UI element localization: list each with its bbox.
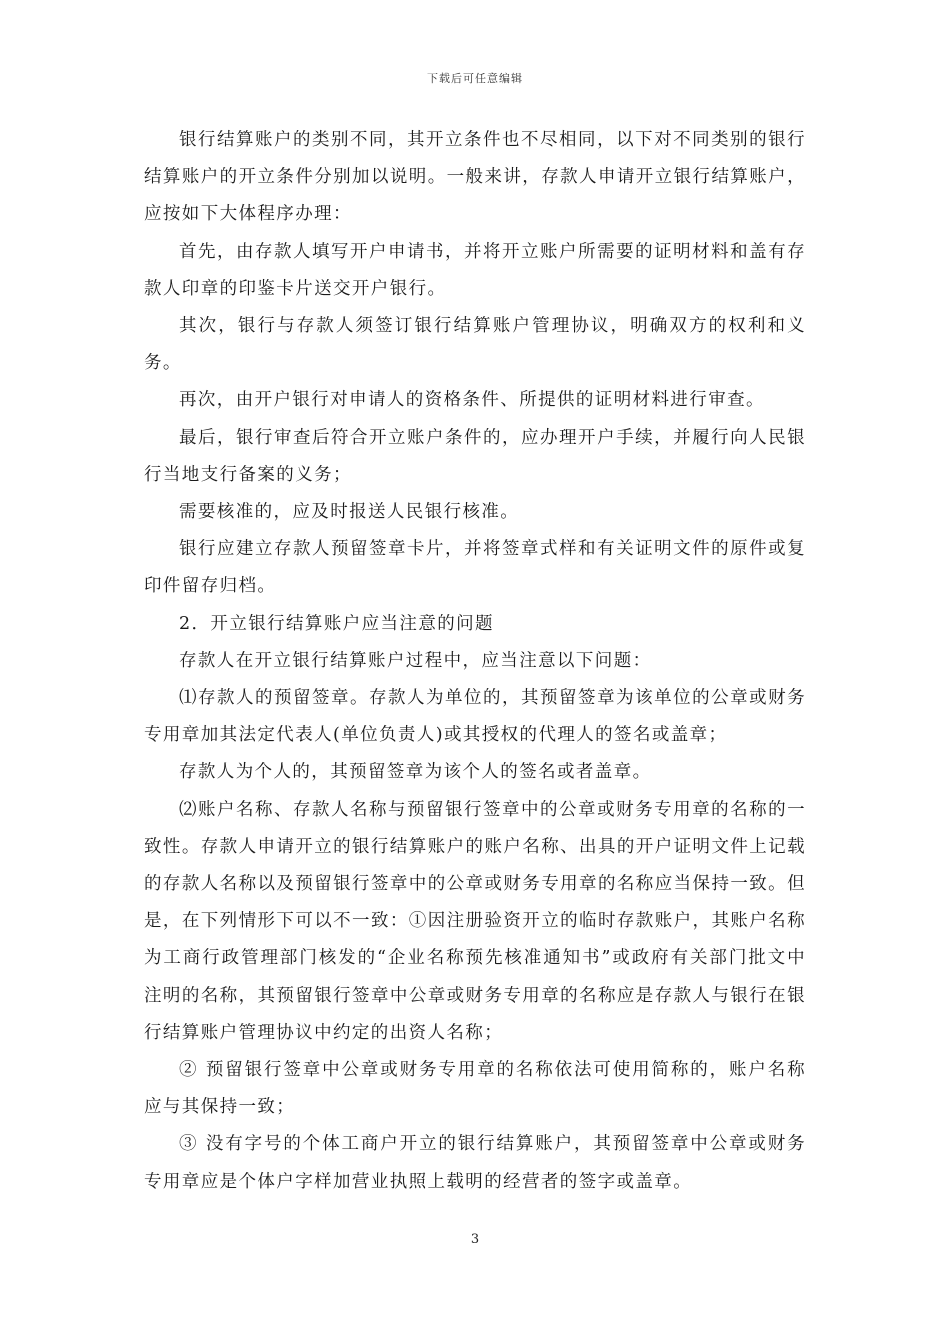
document-body (144, 122, 806, 1201)
paragraph: 其次，银行与存款人须签订银行结算账户管理协议，明确双方的权利和义务。 (144, 316, 806, 374)
section-heading: 2．开立银行结算账户应当注意的问题 (179, 613, 494, 634)
paragraph: ② 预留银行签章中公章或财务专用章的名称依法可使用简称的，账户名称应与其保持一致； (144, 1060, 806, 1118)
page-number: 3 (470, 1232, 480, 1247)
paragraph: 再次，由开户银行对申请人的资格条件、所提供的证明材料进行审查。 (179, 390, 765, 411)
paragraph: ⑵账户名称、存款人名称与预留银行签章中的公章或财务专用章的名称的一致性。存款人申请开立的银行结算账户的账户名称、出具的开户证明文件上记载的存款人名称以及预留银行签章中的公章或财务专用章的名称应当保持一致。但是，在下列情形下可以不一致：①因注册验资开立的临时存款账户，其账户名称为工商行政管理部门核发的“企业名称预先核准通知书”或政府有关部门批文中注明的名称，其预留银行签章中公章或财务专用章的名称应是存款人与银行在银行结算账户管理协议中约定的出资人名称； (144, 799, 806, 1043)
paragraph: 存款人为个人的，其预留签章为该个人的签名或者盖章。 (179, 762, 652, 783)
page-header: 下载后可任意编辑 (427, 72, 523, 85)
paragraph: ⑴存款人的预留签章。存款人为单位的，其预留签章为该单位的公章或财务专用章加其法定代表人(单位负责人)或其授权的代理人的签名或盖章； (144, 688, 806, 746)
paragraph: 首先，由存款人填写开户申请书，并将开立账户所需要的证明材料和盖有存款人印章的印鉴卡片送交开户银行。 (144, 241, 806, 299)
paragraph: 银行结算账户的类别不同，其开立条件也不尽相同，以下对不同类别的银行结算账户的开立条件分别加以说明。一般来讲，存款人申请开立银行结算账户，应按如下大体程序办理： (144, 130, 806, 225)
paragraph: 银行应建立存款人预留签章卡片，并将签章式样和有关证明文件的原件或复印件留存归档。 (144, 539, 806, 597)
paragraph: 最后，银行审查后符合开立账户条件的，应办理开户手续，并履行向人民银行当地支行备案的义务； (144, 427, 806, 485)
paragraph: ③ 没有字号的个体工商户开立的银行结算账户，其预留签章中公章或财务专用章应是个体户字样加营业执照上载明的经营者的签字或盖章。 (144, 1134, 806, 1192)
paragraph: 存款人在开立银行结算账户过程中，应当注意以下问题： (179, 650, 652, 671)
paragraph: 需要核准的，应及时报送人民银行核准。 (179, 502, 520, 523)
